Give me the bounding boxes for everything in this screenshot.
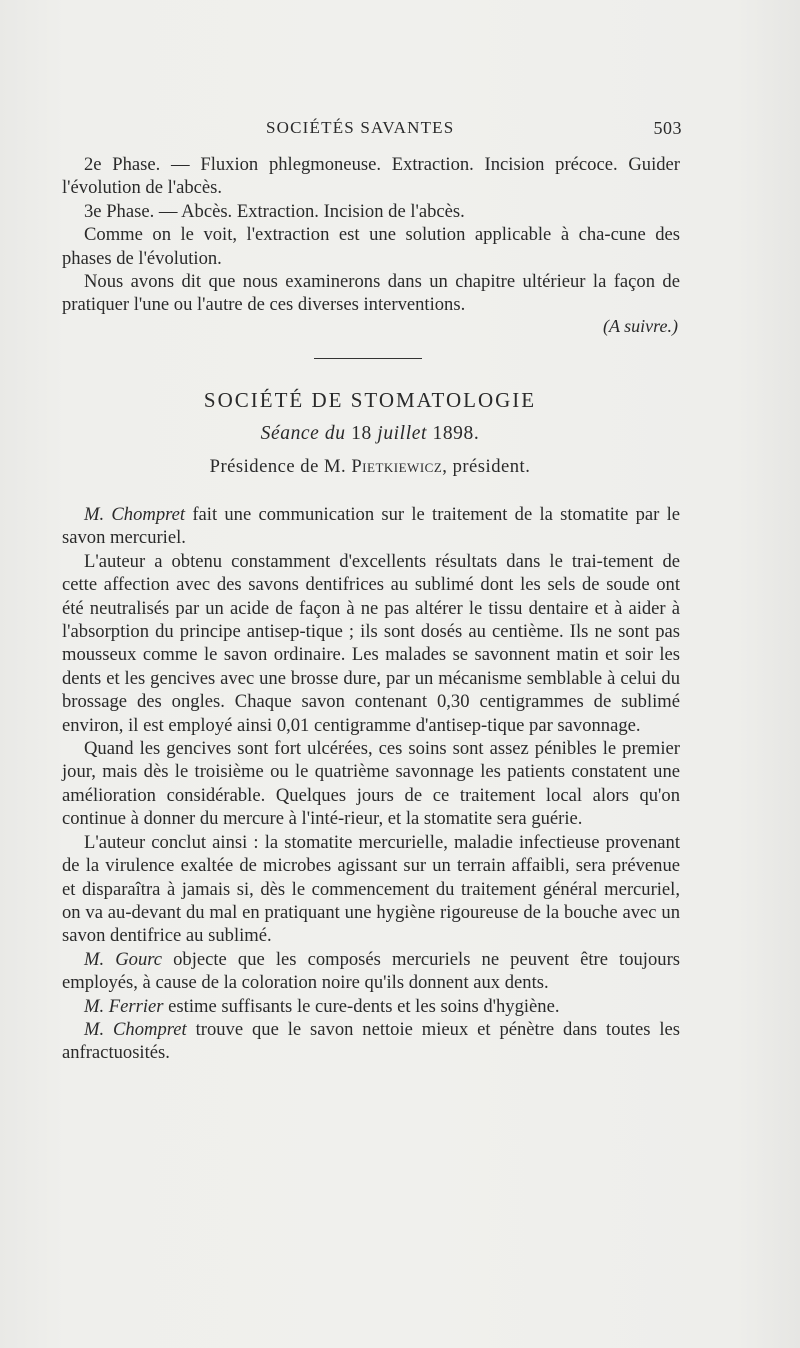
paragraph-phase-3: 3e Phase. — Abcès. Extraction. Incision de l'abcès. [84,200,465,222]
speaker-name: M. Ferrier [84,995,164,1017]
presidence-prefix: Présidence de M. [209,456,347,477]
paragraph-conclusion: L'auteur conclut ainsi : la stomatite mercurielle, maladie infectieuse provenant de la virulence exaltée de microbes agissant sur un terrain affaibli, sera prévenue et disparaîtra à jamais si, dès le commencement du traitement général mercuriel, on va au-devant du mal en pratiquant une hygiène rigoureuse de la bouche avec un savon dentifrice au sublimé. [62,831,680,947]
paragraph-chompret-reply [62,1018,680,1065]
paragraph-chompret-communication [62,503,680,550]
seance-day: 18 [351,423,372,444]
a-suivre-note: (A suivre.) [603,316,678,336]
paragraph-text: objecte que les composés mercuriels ne peuvent être toujours employés, à cause de la coloration noire qu'ils donnent aux dents. [62,948,680,994]
seance-label: Séance du [260,423,346,444]
paragraph-comme-on-le-voit: Comme on le voit, l'extraction est une solution applicable à cha-cune des phases de l'évolution. [62,224,680,269]
paragraph-gourc [62,948,680,995]
section-divider [314,358,422,359]
paragraph-nous-avons-dit: Nous avons dit que nous examinerons dans un chapitre ultérieur la façon de pratiquer l'une ou l'autre de ces diverses interventions. [62,271,680,316]
president-name: Pietkiewicz [351,456,443,477]
seance-date [0,423,740,445]
intro-text [62,153,680,317]
running-title: SOCIÉTÉS SAVANTES [266,118,455,137]
section-title: SOCIÉTÉ DE STOMATOLOGIE [203,388,537,412]
page-header [62,118,682,142]
paragraph-ferrier [62,995,680,1018]
page-number: 503 [653,118,682,138]
seance-year: 1898. [432,423,480,444]
paragraph-text: trouve que le savon nettoie mieux et pénètre dans toutes les anfractuosités. [62,1018,680,1064]
speaker-name: M. Chompret [84,504,186,525]
paragraph-text: estime suffisants le cure-dents et les soins d'hygiène. [163,995,560,1017]
presidence-suffix: , président. [442,456,531,477]
paragraph-gencives: Quand les gencives sont fort ulcérées, ces soins sont assez pénibles le premier jour, mais dès le troisième ou le quatrième savonnage les patients constatent une amélioration considérable. Quelques jours de ce traitement local alors qu'on continue à donner du mercure à l'inté-rieur, et la stomatite sera guérie. [62,738,680,830]
session-text [62,503,680,1065]
speaker-name: M. Chompret [84,1018,187,1040]
paragraph-phase-2: 2e Phase. — Fluxion phlegmoneuse. Extraction. Incision précoce. Guider l'évolution de l'abcès. [62,154,680,199]
seance-month: juillet [377,423,427,444]
paragraph-text: fait une communication sur le traitement de la stomatite par le savon mercuriel. [62,504,680,549]
presidence-line [0,456,740,478]
speaker-name: M. Gourc [84,948,163,970]
paragraph-resultats: L'auteur a obtenu constamment d'excellents résultats dans le trai-tement de cette affection avec des savons dentifrices au sublimé dont les sels de soude ont été neutralisés par un acide de façon à ne pas altérer le tissu dentaire et à aider à l'absorption du principe antisep-tique ; ils sont dosés au centième. Ils ne sont pas mousseux comme le savon ordinaire. Les malades se savonnent matin et soir les dents et les gencives avec une brosse dure, par un mécanisme semblable à celui du brossage des ongles. Chaque savon contenant 0,30 centigrammes de sublimé environ, il est employé ainsi 0,01 centigramme d'antisep-tique par savonnage. [62,550,680,736]
